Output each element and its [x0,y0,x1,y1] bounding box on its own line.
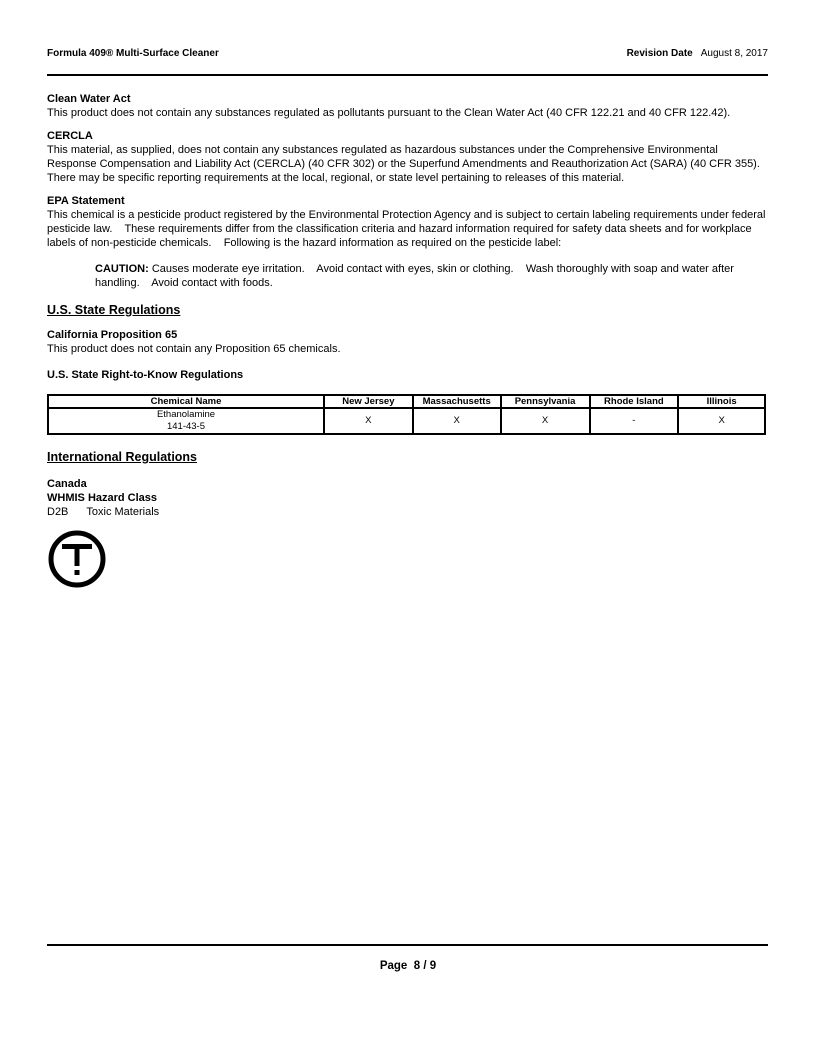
cell-il: X [678,408,765,434]
revision-label: Revision Date [626,48,693,59]
revision-date: August 8, 2017 [700,48,768,59]
canada-section [47,477,768,519]
international-regulations-heading: International Regulations [47,450,198,464]
epa-text: This chemical is a pesticide product registered by the Environmental Protection Agency and is subject to certain labeling requirements under federal pesticide law. These requirements differ from the classification criteria and hazard information required for safety data sheets and for workplace labels of non-pesticide chemicals. Following is the hazard information as required on the pesticide label: [47,209,769,249]
whmis-class [47,505,768,519]
clean-water-act-text: This product does not contain any substances regulated as pollutants pursuant to the Clean Water Act (40 CFR 122.21 and 40 CFR 122.42). [47,107,731,119]
cell-ri: - [590,408,679,434]
header-product-name: Formula 409® Multi-Surface Cleaner [47,48,219,59]
page-total: 9 [429,960,437,972]
prop65-title: California Proposition 65 [47,329,178,341]
cell-chemical [48,408,324,434]
cercla-section [47,129,772,185]
clean-water-act-title: Clean Water Act [47,93,131,105]
header-revision [627,47,768,61]
cell-pa: X [501,408,590,434]
page-content [47,92,772,593]
table-row [48,408,765,434]
col-massachusetts: Massachusetts [413,395,501,408]
col-pennsylvania: Pennsylvania [501,395,590,408]
clean-water-act-section [47,92,768,120]
col-new-jersey: New Jersey [324,395,413,408]
prop65-section [47,328,768,356]
prop65-text: This product does not contain any Proposition 65 chemicals. [47,343,341,355]
cercla-title: CERCLA [47,130,93,142]
col-rhode-island: Rhode Island [590,395,679,408]
rtk-section [47,368,768,382]
cell-ma: X [413,408,501,434]
whmis-toxic-symbol-icon [47,529,768,593]
canada-title: Canada [47,478,87,490]
chemical-cas: 141-43-5 [166,421,205,432]
col-chemical-name: Chemical Name [48,395,324,408]
cercla-text: This material, as supplied, does not contain any substances regulated as hazardous substances under the Comprehensive Environmental Response Compensation and Liability Act (CERCLA) (40 CFR 302) or the Superfund Amendments and Reauthorization Act (SARA) (40 CFR 355). There may be specific reporting requirements at the local, regional, or state level pertaining to releases of this material. [47,144,772,184]
whmis-title: WHMIS Hazard Class [47,492,158,504]
caution-statement [95,262,768,290]
right-to-know-table [47,394,766,435]
page-number: 8 [413,960,421,972]
caution-text: Causes moderate eye irritation. Avoid contact with eyes, skin or clothing. Wash thoroughly with soap and water after handling. Avoid contact with foods. [95,263,737,289]
epa-section [47,194,768,290]
col-illinois: Illinois [678,395,765,408]
caution-label: CAUTION: [95,263,149,275]
header-rule [47,74,768,76]
page-footer: Page 8 / 9 [379,960,437,972]
rtk-title: U.S. State Right-to-Know Regulations [47,369,244,381]
footer-rule [47,944,768,946]
chemical-name: Ethanolamine [156,409,216,420]
page-label: Page [379,960,408,972]
us-state-regulations-heading: U.S. State Regulations [47,303,181,317]
cell-nj: X [324,408,413,434]
table-header-row [48,395,765,408]
whmis-description: Toxic Materials [86,506,160,518]
whmis-code: D2B [47,506,69,518]
epa-title: EPA Statement [47,195,125,207]
